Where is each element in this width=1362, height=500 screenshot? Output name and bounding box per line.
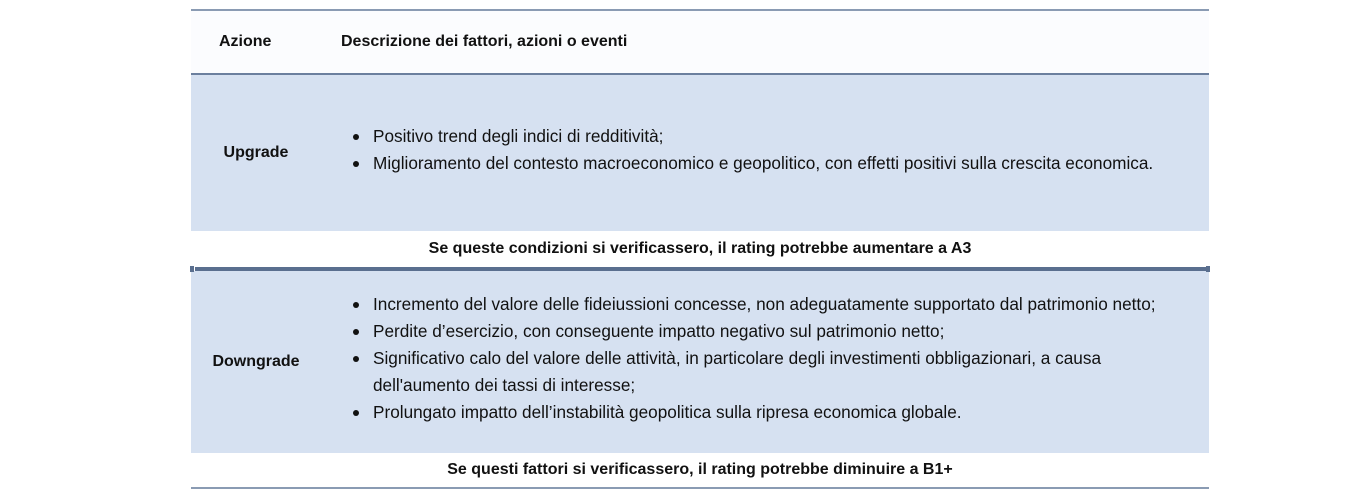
downgrade-label: Downgrade — [212, 353, 300, 370]
upgrade-section — [191, 75, 1209, 231]
rating-scenarios-table — [191, 9, 1209, 489]
header-action: Azione — [219, 33, 272, 50]
header-description: Descrizione dei fattori, azioni o eventi — [341, 33, 628, 50]
list-item: Incremento del valore delle fideiussioni concesse, non adeguatamente supportato dal patrimonio netto; — [351, 291, 1163, 318]
table-header-row — [191, 11, 1209, 75]
downgrade-list — [321, 291, 1183, 426]
upgrade-conclusion: Se queste condizioni si verificassero, il rating potrebbe aumentare a A3 — [191, 231, 1209, 267]
section-divider — [195, 267, 1207, 271]
upgrade-label: Upgrade — [223, 144, 289, 161]
downgrade-section — [191, 271, 1209, 453]
list-item: Prolungato impatto dell’instabilità geopolitica sulla ripresa economica globale. — [351, 399, 1183, 426]
downgrade-conclusion: Se questi fattori si verificassero, il rating potrebbe diminuire a B1+ — [191, 453, 1209, 489]
list-item: Positivo trend degli indici di redditività; — [351, 123, 1203, 150]
list-item: Significativo calo del valore delle attività, in particolare degli investimenti obbligazionari, a causa dell'aumento dei tassi di interesse; — [351, 345, 1183, 399]
upgrade-list — [321, 123, 1203, 177]
list-item: Perdite d’esercizio, con conseguente impatto negativo sul patrimonio netto; — [351, 318, 1183, 345]
list-item: Miglioramento del contesto macroeconomico e geopolitico, con effetti positivi sulla crescita economica. — [351, 150, 1203, 177]
